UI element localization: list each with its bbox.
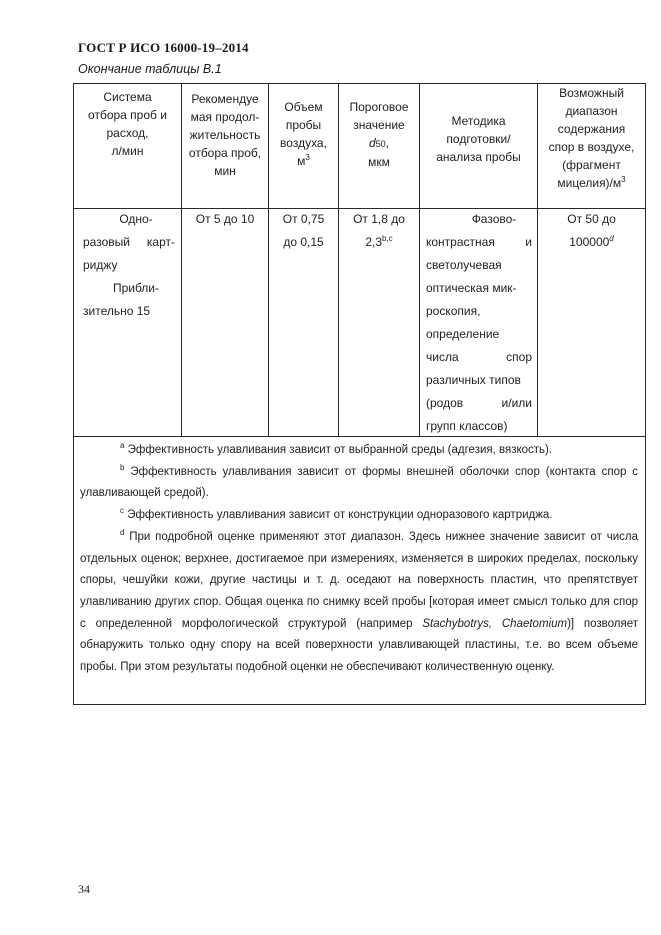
header-system <box>74 88 181 198</box>
cell-volume-line: до 0,15 <box>283 235 324 249</box>
header-range <box>538 84 645 204</box>
cell-method-line: определение <box>426 327 500 341</box>
header-threshold-line: значение <box>353 118 405 132</box>
cell-threshold <box>339 208 419 254</box>
cell-volume-line: От 0,75 <box>282 212 325 226</box>
cell-system-line: Прибли- <box>112 281 160 295</box>
header-duration-line: мая продол- <box>190 110 260 124</box>
footnote-b-mark: b <box>120 462 125 472</box>
cell-system-line: Одно- <box>119 212 153 226</box>
cell-threshold-line: От 1,8 до <box>353 212 405 226</box>
footnote-c <box>80 505 638 527</box>
header-volume-sup: 3 <box>305 153 310 162</box>
header-duration <box>182 90 268 200</box>
header-threshold-comma: , <box>385 136 390 150</box>
header-threshold <box>339 98 419 198</box>
header-volume-line: воздуха, <box>280 136 327 150</box>
footnote-a-text: Эффективность улавливания зависит от выбранной среды (адгезия, вязкость). <box>124 444 553 456</box>
header-volume <box>269 98 338 198</box>
cell-system-line: риджу <box>83 258 118 272</box>
header-method-line: Методика <box>451 114 506 128</box>
header-threshold-line: Пороговое <box>349 100 409 114</box>
header-volume-line: Объем <box>284 100 323 114</box>
cell-system-word: карт- <box>146 235 175 249</box>
footnote-d-text: )] позволяет обнаружить только одну спору на всей поверхности улавливающей пластины, т.е. во всем объеме пробы. При этом результаты подобной оценки не обеспечивают количественную оценку. <box>80 617 639 674</box>
cell-method-line: роскопия, <box>426 304 481 318</box>
cell-duration-value: От 5 до 10 <box>195 212 255 226</box>
footnote-d-text: При подробной оценке применяют этот диапазон. Здесь нижнее значение зависит от числа отдельных оценок; верхнее, достигаемое при измерениях, изменяется в широких пределах, поскольку споры, чешуйки кожи, другие частицы и т. д. оседают на поверхность пластин, что препятствует улавливанию других спор. Общая оценка по снимку всей пробы [которая имеет смысл только для спор с определенной морфологической структурой (например <box>80 530 638 630</box>
cell-method-line: светолучевая <box>426 258 502 272</box>
cell-system-word: разовый <box>83 235 130 249</box>
cell-system <box>83 208 175 323</box>
document-title: ГОСТ Р ИСО 16000-19–2014 <box>78 40 249 55</box>
footnote-b <box>80 462 638 505</box>
cell-volume <box>269 208 338 254</box>
header-range-sup: 3 <box>621 175 626 184</box>
header-duration-line: мин <box>214 164 236 178</box>
footnote-c-text: Эффективность улавливания зависит от конструкции одноразового картриджа. <box>124 509 553 522</box>
header-duration-line: Рекомендуе <box>191 92 259 106</box>
cell-duration <box>182 208 268 231</box>
cell-threshold-sup: b,c <box>382 234 393 243</box>
cell-method-line: Фазово- <box>471 212 517 226</box>
footnote-c-mark: c <box>120 506 124 516</box>
cell-range <box>538 208 645 254</box>
cell-method-line: оптическая мик- <box>426 281 517 295</box>
header-system-line: л/мин <box>111 144 144 158</box>
cell-method <box>426 208 532 438</box>
cell-threshold-value: 2,3 <box>365 235 382 249</box>
header-range-line: диапазон <box>565 104 618 118</box>
notes-divider <box>74 436 645 437</box>
header-volume-line: пробы <box>285 118 322 132</box>
cell-method-line: групп классов) <box>426 419 508 433</box>
header-range-line: содержания <box>557 122 626 136</box>
cell-range-sup: d <box>609 234 614 243</box>
cell-method-word: числа <box>426 350 459 364</box>
footnote-b-text: Эффективность улавливания зависит от формы внешней оболочки спор (контакта спор с улавливающей средой). <box>80 465 638 500</box>
header-threshold-sub: 50 <box>375 139 386 149</box>
footnote-d-mark: d <box>120 527 125 537</box>
cell-range-line: От 50 до <box>567 212 616 226</box>
cell-system-line: зительно 15 <box>83 304 151 318</box>
header-range-line: (фрагмент <box>562 158 621 172</box>
header-system-line: отбора проб и <box>88 108 167 122</box>
cell-method-word: и <box>525 235 532 249</box>
footnote-d <box>80 527 638 679</box>
header-range-line: Возможный <box>559 86 624 100</box>
cell-method-word: и/или <box>501 396 532 410</box>
header-system-line: расход, <box>106 126 149 140</box>
header-threshold-d: d <box>368 136 376 150</box>
header-range-line: спор в воздухе, <box>548 140 635 154</box>
header-volume-line: м <box>297 154 306 168</box>
table-footnotes <box>80 440 638 679</box>
header-range-line: мицелия)/м <box>557 176 622 190</box>
footnote-d-italic: Stachybotrys, Chaetomium <box>422 617 568 630</box>
footnote-a-mark: a <box>120 441 125 451</box>
cell-range-value: 100000 <box>569 235 610 249</box>
header-method-line: подготовки/ <box>446 132 511 146</box>
table-caption: Окончание таблицы В.1 <box>78 62 222 76</box>
cell-method-word: спор <box>506 350 532 364</box>
page-number: 34 <box>78 882 90 896</box>
cell-method-line: различных типов <box>426 373 521 387</box>
header-method-line: анализа пробы <box>436 150 521 164</box>
cell-method-word: контрастная <box>426 235 495 249</box>
header-system-line: Система <box>103 90 152 104</box>
header-threshold-line: мкм <box>368 155 390 169</box>
footnote-a <box>80 440 638 462</box>
header-method <box>420 112 537 192</box>
cell-method-word: (родов <box>426 396 464 410</box>
header-duration-line: жительность <box>189 128 261 142</box>
header-duration-line: отбора проб, <box>188 146 262 160</box>
